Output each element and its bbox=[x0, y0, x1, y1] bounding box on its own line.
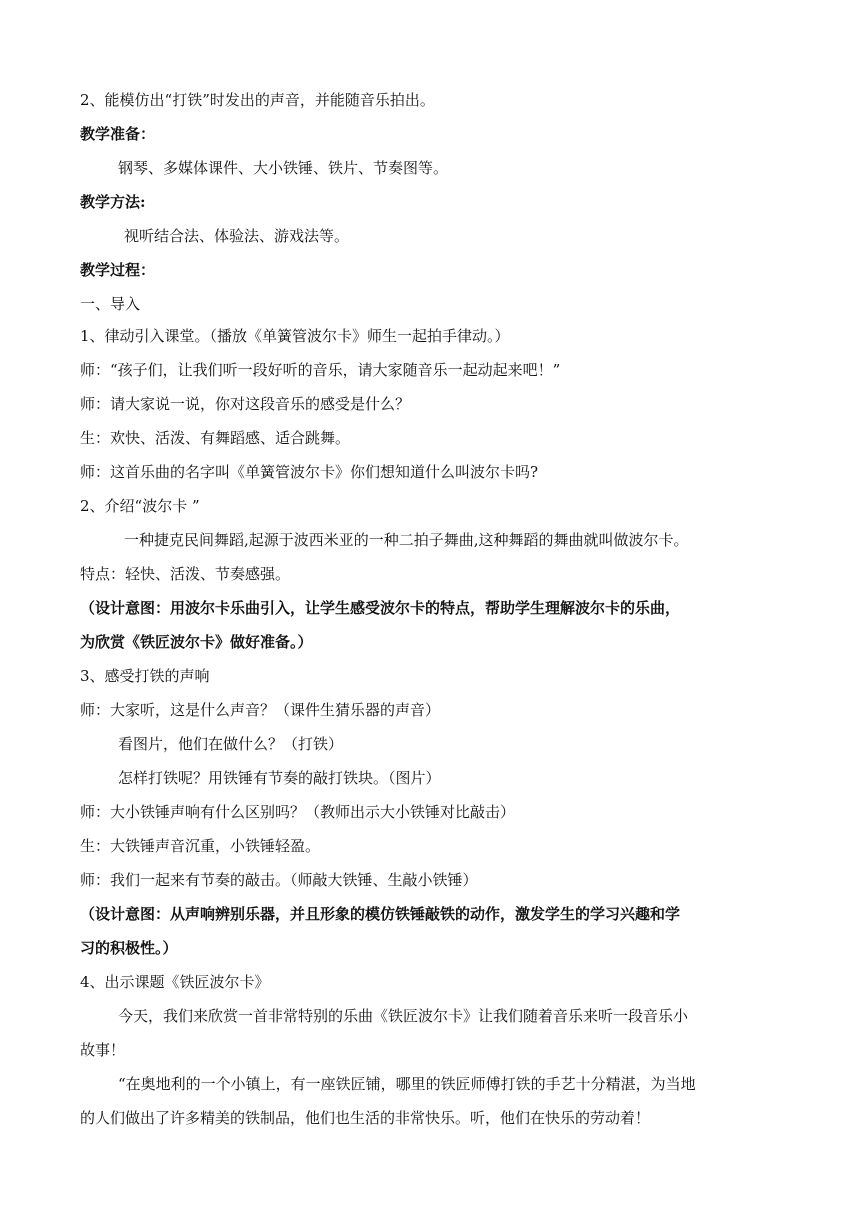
step-3: 3、感受打铁的声响 bbox=[80, 667, 210, 685]
student-line-2: 生：大铁锤声音沉重，小铁锤轻盈。 bbox=[80, 837, 321, 855]
story-intro-a: 今天，我们来欣赏一首非常特别的乐曲《铁匠波尔卡》让我们随着音乐来听一段音乐小 bbox=[118, 1007, 689, 1025]
step-1: 1、律动引入课堂。（播放《单簧管波尔卡》师生一起拍手律动。） bbox=[80, 327, 510, 345]
polka-definition: 一种捷克民间舞蹈,起源于波西米亚的一种二拍子舞曲,这种舞蹈的舞曲就叫做波尔卡。 bbox=[124, 531, 689, 549]
design-intent-2b: 习的积极性。） bbox=[80, 939, 178, 957]
polka-features: 特点：轻快、活泼、节奏感强。 bbox=[80, 565, 291, 583]
design-intent-1b: 为欣赏《铁匠波尔卡》做好准备。） bbox=[80, 633, 313, 651]
methods-text: 视听结合法、体验法、游戏法等。 bbox=[124, 227, 350, 245]
heading-preparation: 教学准备： bbox=[80, 125, 156, 143]
teacher-line-1: 师：“孩子们，让我们听一段好听的音乐，请大家随音乐一起动起来吧！” bbox=[80, 361, 561, 379]
design-intent-2a: （设计意图：从声响辨别乐器，并且形象的模仿铁锤敲铁的动作，激发学生的学习兴趣和学 bbox=[80, 905, 681, 923]
preparation-text: 钢琴、多媒体课件、大小铁锤、铁片、节奏图等。 bbox=[118, 159, 449, 177]
story-intro-b: 故事！ bbox=[80, 1041, 126, 1059]
teacher-line-4: 师：大家听，这是什么声音？（课件生猜乐器的声音） bbox=[80, 701, 441, 719]
teacher-line-6: 师：我们一起来有节奏的敲击。（师敲大铁锤、生敲小铁锤） bbox=[80, 871, 478, 889]
question-picture: 看图片，他们在做什么？（打铁） bbox=[118, 735, 344, 753]
step-2: 2、介绍“波尔卡 ” bbox=[80, 497, 200, 515]
objective-2: 2、能模仿出“打铁”时发出的声音，并能随音乐拍出。 bbox=[80, 91, 435, 109]
question-how: 怎样打铁呢？用铁锤有节奏的敲打铁块。（图片） bbox=[118, 769, 441, 787]
step-4: 4、出示课题《铁匠波尔卡》 bbox=[80, 973, 270, 991]
heading-process: 教学过程： bbox=[80, 261, 156, 279]
teacher-line-3: 师：这首乐曲的名字叫《单簧管波尔卡》你们想知道什么叫波尔卡吗? bbox=[80, 463, 539, 481]
design-intent-1a: （设计意图：用波尔卡乐曲引入，让学生感受波尔卡的特点，帮助学生理解波尔卡的乐曲， bbox=[80, 599, 681, 617]
teacher-line-2: 师：请大家说一说，你对这段音乐的感受是什么？ bbox=[80, 395, 411, 413]
section-intro: 一、导入 bbox=[80, 295, 141, 313]
story-text-b: 的人们做出了许多精美的铁制品，他们也生活的非常快乐。听，他们在快乐的劳动着！ bbox=[80, 1109, 651, 1127]
story-text-a: “在奥地利的一个小镇上，有一座铁匠铺，哪里的铁匠师傅打铁的手艺十分精湛，为当地 bbox=[118, 1075, 696, 1093]
heading-methods: 教学方法: bbox=[80, 193, 146, 211]
teacher-line-5: 师：大小铁锤声响有什么区别吗？（教师出示大小铁锤对比敲击） bbox=[80, 803, 516, 821]
student-line-1: 生：欢快、活泼、有舞蹈感、适合跳舞。 bbox=[80, 429, 351, 447]
